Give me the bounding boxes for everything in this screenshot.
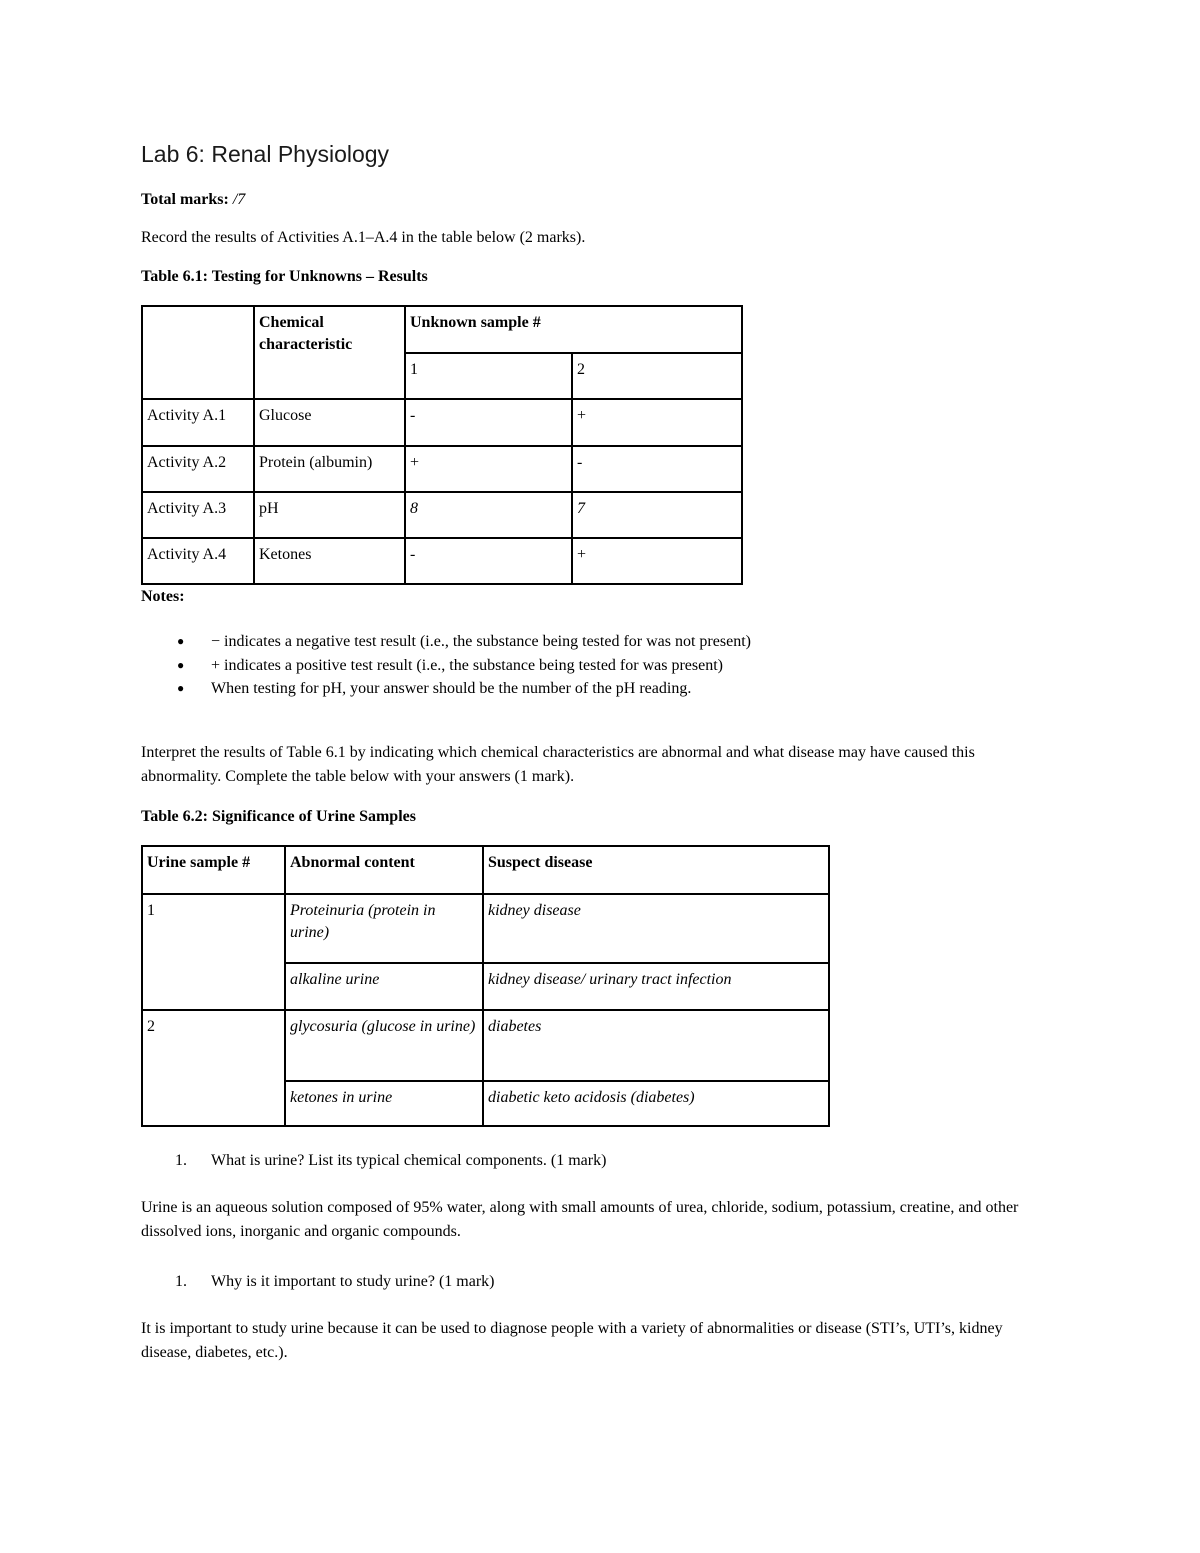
table-row xyxy=(142,1010,829,1081)
suspect-disease-cell: kidney disease xyxy=(483,894,829,963)
sample1-result: - xyxy=(405,399,572,446)
table-row xyxy=(142,538,742,584)
suspect-disease-cell: kidney disease/ urinary tract infection xyxy=(483,963,829,1010)
sample-cell: 2 xyxy=(142,1010,285,1126)
list-item: ● When testing for pH, your answer should be the number of the pH reading. xyxy=(141,677,751,701)
activity-cell: Activity A.2 xyxy=(142,446,254,492)
question-1 xyxy=(141,1149,606,1173)
notes-label: Notes: xyxy=(141,588,185,605)
total-marks-value: /7 xyxy=(232,191,246,208)
sample1-result: + xyxy=(405,446,572,492)
answer-1: Urine is an aqueous solution composed of 95% water, along with small amounts of urea, chloride, sodium, potassium, creatine, and other dissolved ions, inorganic and organic compounds. xyxy=(141,1199,1019,1240)
notes-list xyxy=(141,630,751,701)
answer-2: It is important to study urine because it can be used to diagnose people with a variety of abnormalities or disease (STI’s, UTI’s, kidney disease, diabetes, etc.). xyxy=(141,1320,1003,1361)
table-row xyxy=(142,894,829,963)
question-number: 1. xyxy=(175,1152,187,1169)
interpret-instruction: Interpret the results of Table 6.1 by indicating which chemical characteristics are abnormal and what disease may have caused this abnormality. Complete the table below with your answers (1 mark). xyxy=(141,744,975,785)
activity-cell: Activity A.1 xyxy=(142,399,254,446)
question-number: 1. xyxy=(175,1273,187,1290)
table1-corner-cell xyxy=(142,306,254,399)
table2-header-sample: Urine sample # xyxy=(142,846,285,894)
abnormal-content-cell: ketones in urine xyxy=(285,1081,483,1126)
bullet-icon: ● xyxy=(177,634,185,648)
suspect-disease-cell: diabetes xyxy=(483,1010,829,1081)
characteristic-cell: Ketones xyxy=(254,538,405,584)
record-instruction: Record the results of Activities A.1–A.4 in the table below (2 marks). xyxy=(141,229,586,246)
sample2-result: - xyxy=(572,446,742,492)
table2-caption: Table 6.2: Significance of Urine Samples xyxy=(141,808,416,825)
sample2-result: + xyxy=(572,538,742,584)
question-2 xyxy=(141,1270,495,1294)
table1-caption: Table 6.1: Testing for Unknowns – Results xyxy=(141,268,428,285)
table2-header-content: Abnormal content xyxy=(285,846,483,894)
total-marks xyxy=(141,188,245,212)
total-marks-label: Total marks: xyxy=(141,191,229,208)
sample1-result: 8 xyxy=(405,492,572,538)
suspect-disease-cell: diabetic keto acidosis (diabetes) xyxy=(483,1081,829,1126)
list-item: ● + indicates a positive test result (i.e., the substance being tested for was present) xyxy=(141,654,751,678)
sample1-result: - xyxy=(405,538,572,584)
sample2-result: + xyxy=(572,399,742,446)
bullet-icon: ● xyxy=(177,657,185,672)
question-text: What is urine? List its typical chemical components. (1 mark) xyxy=(211,1152,607,1169)
table-row xyxy=(142,492,742,538)
sample-cell: 1 xyxy=(142,894,285,1010)
table2-header-disease: Suspect disease xyxy=(483,846,829,894)
table-row xyxy=(142,399,742,446)
abnormal-content-cell: alkaline urine xyxy=(285,963,483,1010)
list-item: ● − indicates a negative test result (i.e., the substance being tested for was not present) xyxy=(141,630,751,654)
activity-cell: Activity A.3 xyxy=(142,492,254,538)
table1-sample-col-2: 2 xyxy=(572,353,742,399)
table1-header-unknown: Unknown sample # xyxy=(405,306,742,353)
table-6-1 xyxy=(141,305,743,585)
table1-sample-col-1: 1 xyxy=(405,353,572,399)
abnormal-content-cell: Proteinuria (protein in urine) xyxy=(285,894,483,963)
characteristic-cell: pH xyxy=(254,492,405,538)
abnormal-content-cell: glycosuria (glucose in urine) xyxy=(285,1010,483,1081)
table1-header-chem: Chemical characteristic xyxy=(254,306,405,399)
question-text: Why is it important to study urine? (1 mark) xyxy=(211,1273,495,1290)
bullet-icon: ● xyxy=(177,681,185,695)
activity-cell: Activity A.4 xyxy=(142,538,254,584)
sample2-result: 7 xyxy=(572,492,742,538)
table-6-2 xyxy=(141,845,830,1127)
table-row xyxy=(142,446,742,492)
characteristic-cell: Protein (albumin) xyxy=(254,446,405,492)
page-title: Lab 6: Renal Physiology xyxy=(141,141,390,167)
characteristic-cell: Glucose xyxy=(254,399,405,446)
